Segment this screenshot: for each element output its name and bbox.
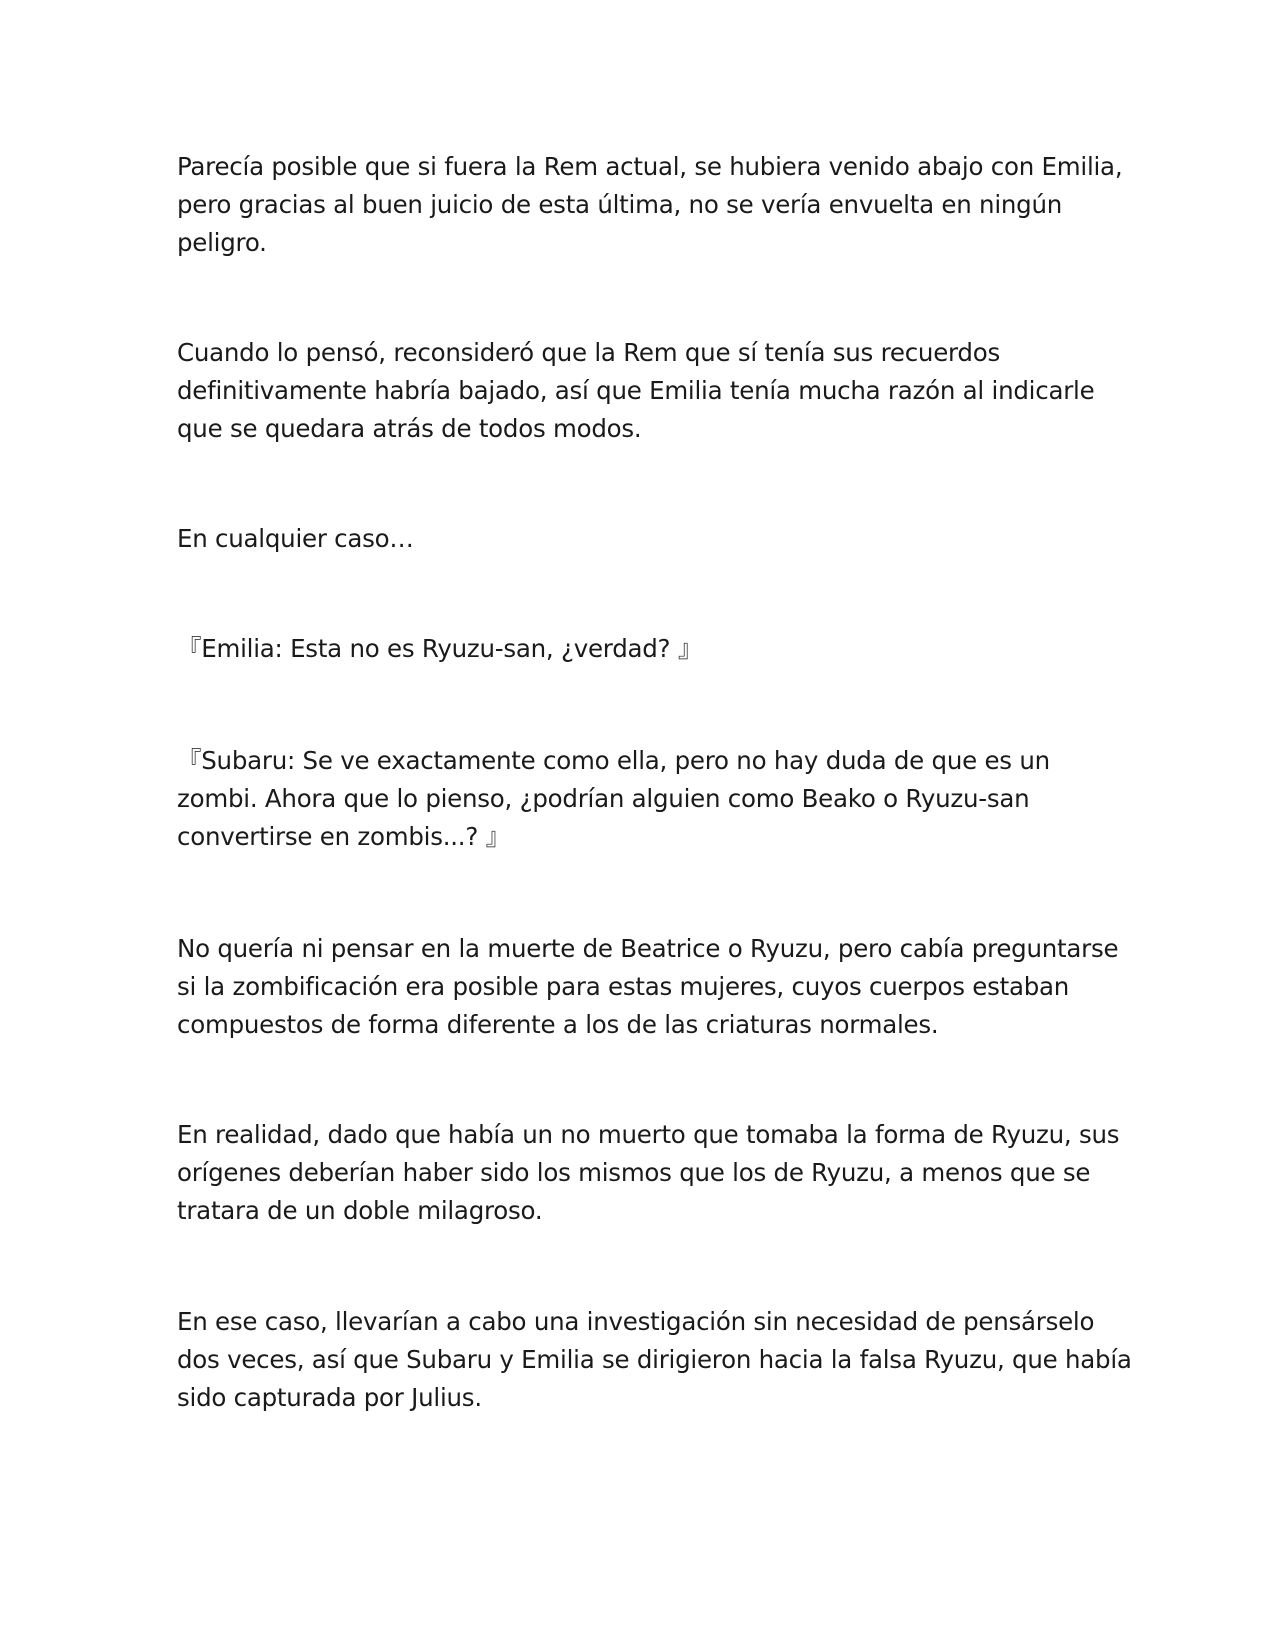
dialogue-emilia — [177, 630, 1117, 668]
paragraph-line: En ese caso, llevarían a cabo una investigación sin necesidad de pensárselo — [177, 1307, 1095, 1336]
dialogue-line: 『Emilia: Esta no es Ryuzu-san, ¿verdad? 』 — [177, 634, 703, 663]
paragraph-line: pero gracias al buen juicio de esta última, no se vería envuelta en ningún — [177, 190, 1063, 219]
paragraph-line: si la zombificación era posible para estas mujeres, cuyos cuerpos estaban — [177, 972, 1070, 1001]
paragraph-line: No quería ni pensar en la muerte de Beatrice o Ryuzu, pero cabía preguntarse — [177, 934, 1119, 963]
paragraph-8 — [177, 1303, 1132, 1417]
dialogue-line: zombi. Ahora que lo pienso, ¿podrían alguien como Beako o Ryuzu-san — [177, 784, 1030, 813]
paragraph-line: que se quedara atrás de todos modos. — [177, 414, 642, 443]
paragraph-line: dos veces, así que Subaru y Emilia se dirigieron hacia la falsa Ryuzu, que había — [177, 1345, 1132, 1374]
paragraph-line: compuestos de forma diferente a los de las criaturas normales. — [177, 1010, 939, 1039]
paragraph-line: En realidad, dado que había un no muerto que tomaba la forma de Ryuzu, sus — [177, 1120, 1120, 1149]
paragraph-6 — [177, 930, 1117, 1044]
paragraph-line: sido capturada por Julius. — [177, 1383, 482, 1412]
paragraph-line: orígenes deberían haber sido los mismos que los de Ryuzu, a menos que se — [177, 1158, 1091, 1187]
paragraph-1 — [177, 148, 1123, 262]
paragraph-3 — [177, 520, 1117, 558]
dialogue-line: convertirse en zombis...? 』 — [177, 822, 510, 851]
paragraph-line: Parecía posible que si fuera la Rem actual, se hubiera venido abajo con Emilia, — [177, 152, 1123, 181]
paragraph-line: En cualquier caso… — [177, 524, 414, 553]
dialogue-line: 『Subaru: Se ve exactamente como ella, pero no hay duda de que es un — [177, 746, 1050, 775]
paragraph-line: definitivamente habría bajado, así que Emilia tenía mucha razón al indicarle — [177, 376, 1095, 405]
paragraph-2 — [177, 334, 1117, 448]
paragraph-line: peligro. — [177, 228, 267, 257]
paragraph-line: tratara de un doble milagroso. — [177, 1196, 543, 1225]
paragraph-7 — [177, 1116, 1120, 1230]
dialogue-subaru — [177, 742, 1117, 856]
paragraph-line: Cuando lo pensó, reconsideró que la Rem que sí tenía sus recuerdos — [177, 338, 1000, 367]
